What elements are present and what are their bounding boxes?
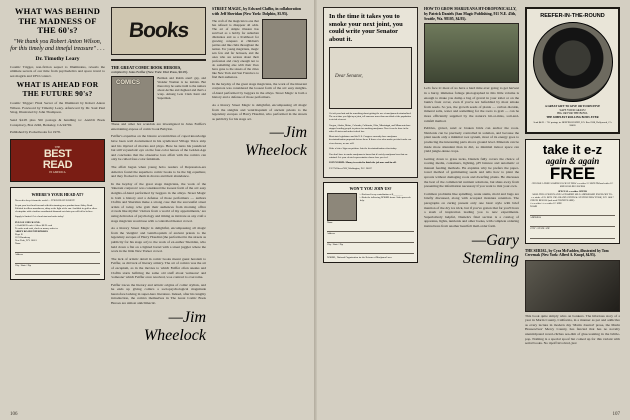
coupon-address-1: ABBEY ROAD ENTERPRISES bbox=[15, 229, 48, 233]
ez-wider-field-name[interactable]: NAME bbox=[530, 205, 538, 209]
norml-form-note: NORML, National Organization for the Reform of Marijuana Laws bbox=[327, 256, 392, 260]
reefer-headline: REEFER-IN-THE-ROUND bbox=[540, 13, 605, 19]
paragraph-publisher: Published by Pocketbooks for 1978. bbox=[10, 130, 61, 135]
byline-leary: Dr. Timothy Leary bbox=[35, 55, 80, 62]
page-gutter bbox=[314, 0, 317, 420]
coupon-option-2: To order send cash, check or money order to: bbox=[15, 226, 59, 230]
serial-book-photo bbox=[525, 260, 620, 312]
review-head-hydroponics: HOW TO GROW MARIJUANA HY-DROPONICALLY, by Patrick Daniels (San Magic Publishing, 911 N.E. 45th, Seattle, Wa. 98105, $4.95). bbox=[424, 7, 517, 21]
paragraph-comics-7: Feiffer traces the literary and artistic origins of comic stylists, and he ends up giving comics a sociopsychological magnitude heretofore lacking in super-hero literature. Indeed, after his lengthy introduction, the comics themselves in The Great Comic Book Heroes are almost anticlimactic. bbox=[111, 282, 206, 306]
norml-coupon[interactable] bbox=[323, 182, 418, 263]
ez-wider-special-head: SPECIAL e-z wider OFFER bbox=[558, 189, 587, 193]
ez-wider-ad[interactable] bbox=[525, 139, 620, 244]
credit-comics: —Jim Wheelock bbox=[143, 308, 206, 344]
coupon-address-2: Dept. B bbox=[15, 232, 23, 236]
reefer-order-info: Send $4.95 + 75¢ postage to: REEFER ROUND, P.O. Box 2268, Hollywood, CA 90028 bbox=[533, 121, 612, 128]
ez-wider-field-address[interactable]: ADDRESS bbox=[530, 216, 541, 220]
ez-wider-note: CHECK BELOW (and send FOUND NAME) bbox=[530, 199, 575, 203]
paragraph-order: Send $4.95 plus 50¢ postage & handling to: And/Or Book Conspiracy, Box 2246, Berkeley, CA 94702. bbox=[10, 118, 105, 127]
review-head-street-magic: STREET MAGIC, by Edward Claflin, in collaboration with Jeff Sheridan (New York: Dolphin, $5.95). bbox=[212, 7, 301, 16]
norml-letter-image bbox=[329, 47, 412, 109]
paragraph-comics-2: Feiffer's expertise on the bizarre eccentricities of caped knowledge have been well documented in his syndicated Village Voice strip and his myriad of movies and plays. Here he turns his jaundiced but still voyeuristic eye on the four-color heroes of the Golden Age and concludes that the obsessive love affair with the comics can only be called four-color fetishism. bbox=[111, 134, 206, 162]
best-read-top: THE bbox=[54, 145, 61, 149]
paragraph-hydro-1: Pebbles, gravel, sand or broken brick can anchor the roots. Nutrients can be precisely controlled in solution, and because the plant needs only a minimal root system, most of its energy goes to producing the interesting parts above ground level. Minerals can be made more abundant than in dirt, so minimal indoor space can yield jungle-dense crops. bbox=[424, 126, 519, 154]
paragraph-hydro-lead: Let's face it: most of us have a hard time ever going to get harvest in a hurry, immense foliage photographed in this little volume is enough to make you dump a bag of gravel in your toilet or on the bunk's front cover, even if you're not befuddled by most smoke from seeds. So yes, the growth seeds of plants — carbon dioxide, mineral salts, water and something for the roots to grab — can be more efficiently supplied by the nature's hit-or-miss, soil-and-rainfall method. bbox=[424, 86, 519, 123]
paragraph-comics-5: As a history Street Magic is delightful, encompassing all magic from the 'sleights' and ventriloquism of ancient priests to the legendary escapes of Harry Houdini (the performed in the streets as publicity for his stage act) to the work of ex-author Sheridan, who held down a flat on a lighted barrel with a street juggler where the work in the little New Yorker crowd. bbox=[111, 226, 206, 254]
paragraph-comics-lead: Batman and Robin aren't gay, and Wonder Woman is no lesbian. But there may be some truth to the rumors about Archie and Jughead and that's a wrap. Among Leia Clark Kent and Superman. bbox=[157, 76, 206, 101]
paragraph-hydro-3: Common problems like spindling, weak stems, mold and bugs are briefly discussed, along with accepted moisture retention. The paragraphs on curing present only one basic style with brief mention of the dry ice trick, but if you've gotten that far you'll have a stash of inspiration leading you to new experiments. Superlatively helpful, Daniels's final section is a catalog of apparatus, lights, nutrients and other books, with complete ordering instructions from another heartfelt mail-order form. bbox=[424, 191, 519, 229]
paragraph-credits: Cosmic Trigger: Final Secret of the Illuminati by Robert Anton Wilson. Foreword by Timothy Leary. Afterword by Dr. Saul Paul Sirag. Illustrated by John Thompson. bbox=[10, 101, 105, 115]
street-magic-photo bbox=[262, 19, 307, 79]
ez-wider-address: e-z wider • P.O. BOX 1785 GRAND CENTRAL STATION NEW YORK, N.Y. 10017 bbox=[531, 195, 614, 199]
best-read-word-2: READ bbox=[42, 159, 73, 172]
norml-copy-1: Get off your butt and do something about getting the use of marijuana decriminalized. The next time you light up a joint, tell someone more than one-third of the population is at risk of arrest. bbox=[329, 112, 412, 122]
norml-headline: In the time it takes you to smoke your next joint, you could write your Senator about it. bbox=[329, 13, 403, 43]
paragraph-comics-6: The lack of artistic detail in comic books meant guest heroism to Feiffer, as did lack of literary artistry. The art of comics was the art of escapism, as in the movies to which Feiffer often sneaks and Claflin starts befitting the same old stuff about 'someone' and 'someone' which Feiffer once resolved, woe contract is overcome. bbox=[111, 256, 206, 280]
paragraph-comics-4: In the heyday of the great stage magicians, the work of the 'itinerant conjurors' was considered the loosest form of the art: easy sleights-of-hand performed by beggars in the alleys. Street Magic is both a history and a defense of those performers — authors Claflin and Sheridan make a strong case that the successful street artists of today, who grab their audiences from morning office crowds like mythic 'visitors from a world of my appointments,' are using delicacies of psychology and timing as intricate as any craft a stage magician would use with a controlled theater crowd. bbox=[111, 181, 206, 223]
norml-form-check-2[interactable]: □ Rush the following NORML items. Sales proceeds help. bbox=[359, 196, 411, 203]
serial-review bbox=[525, 249, 620, 346]
coupon-address-4: New York, N.Y. 10011 bbox=[15, 239, 37, 243]
coupon-city-line[interactable] bbox=[15, 269, 100, 275]
headline-future: WHAT IS AHEAD FOR THE FUTURE 90's? bbox=[16, 80, 99, 98]
wont-you-join-us-headline: WON'T YOU JOIN US? bbox=[349, 186, 392, 192]
reefer-line-3: BIG OR FOR THE BOWL bbox=[557, 112, 588, 116]
review-head-comics-rest: compiled by Jules Feiffer (New York: Dial Press, $6.95). bbox=[111, 70, 189, 74]
coupon-copy-2: So put your best head forward with this stunning new pendant from Abbey Road. Polished in silken smoothness, shiny as the light of the sun. Available in gold or silver electroplate with a fashion coordinated diamond cut chain you will fall to believe. bbox=[15, 204, 98, 214]
right-page bbox=[315, 0, 630, 420]
ez-wider-city-line[interactable] bbox=[530, 233, 615, 239]
abbey-road-ad[interactable] bbox=[10, 187, 105, 280]
paragraph-serial-1: This book quite simply wins on bonkers. The hilarious story of a year in Marin County, California, in a manner as pat and addictive as every lecture in modern day 'Marin Journal' prose, the Marin Housewives' Mercy County, has fancied that has no novelty unanticipated novel-cliches sea-dim of glue-wanting in the brittle-pop. Nothing is a special spoof but coined up for this variant with serial books. No ripoff involved, just bbox=[525, 313, 620, 346]
section-rule bbox=[111, 59, 206, 61]
reefer-line-1: A GREAT GIFT TO GIVE OR TO RECEIVE bbox=[544, 105, 601, 108]
coupon-copy-1: No need to keep it from the world — YOUR HEAD IS BEST! bbox=[15, 199, 75, 203]
ez-wider-free-sub: CHOOSE A FREE SAMPLE PACK OF NEW e-z wider 1½ SIZE DM and wider 1½ SIZE ROLLING PAPERS bbox=[531, 181, 614, 188]
coupon-field-name[interactable]: Name bbox=[15, 242, 21, 246]
coupon-copy-3: Supply is limited. Get a head start and order today! bbox=[15, 215, 64, 219]
books-section-logo bbox=[111, 7, 206, 55]
norml-ad[interactable] bbox=[323, 7, 418, 178]
paragraph-street-magic-a: In the heyday of the great stage magicians, the work of the itinerant conjurors was considered the loosest form of the art: easy sleights-of-hand performed by beggars in the alleys. Street Magic is both a history and a defense of those performers. bbox=[212, 81, 307, 100]
coupon-check-label: PLEASE CHECK ONE: bbox=[15, 220, 41, 224]
marijuana-plant-photo bbox=[424, 23, 519, 83]
left-column-3 bbox=[212, 7, 307, 410]
subhead-quote: "We thank you Robert Anton Wilson, for this timely and timeful treasure" . . . bbox=[10, 38, 105, 52]
norml-city-line[interactable] bbox=[327, 248, 414, 254]
best-read-word-1: BEST bbox=[43, 148, 72, 161]
paragraph-cosmic-trigger: Cosmic Trigger, non-fiction sequel to Illuminatus, reveals the ultimate secrets of our time from psychedelics and space travel to sex magick and UFO contact. bbox=[10, 64, 105, 78]
reefer-line-2: SAVE YOUR GRASS! bbox=[559, 108, 586, 112]
ez-wider-subhead: again & again bbox=[545, 155, 600, 166]
coupon-field-city[interactable]: City / State / Zip bbox=[15, 264, 31, 268]
books-wordmark: Books bbox=[127, 19, 190, 42]
review-head-serial: THE SERIAL, by Cyra McFadden, illustrated by Tom Cervenak (New York: Alfred A. Knopf, $4.95). bbox=[525, 248, 609, 258]
norml-copy-3: Most state legislatures and the U.S. Congress currently have marijuana decriminalization proposals before them. If those of us who smoke pot don't make our views known, no one will. bbox=[329, 135, 412, 145]
coupon-headline: WHERE'S YOUR HEAD AT? bbox=[31, 192, 84, 198]
norml-copy-4: Write a letter. Sign our petition. Join the decriminalization effort today. bbox=[329, 147, 397, 151]
paragraph-street-magic-lead: The craft of the magician is one that has refused to disappear all odds. The art of simple illusion has survived as a hobby for suburban dilettantes and as a livelihood for growing conquers at children's parties and like clubs throughout the nation. For young magicians, magic sets few and far between, and the ones who are serious about their profession and crazy enough not to do something else with their lives have gone to the streets of the cities like New York and San Francisco to find their audiences. bbox=[212, 18, 259, 79]
ez-wider-special-sub: MAIL THIS COUPON AND A STAMPED SELF-ADDRESSED ENVELOPE TO: bbox=[532, 192, 613, 196]
ez-wider-option[interactable]: □ e-z wider □ e-z wider 1½ SIZE bbox=[530, 202, 562, 206]
reefer-product-image bbox=[533, 22, 613, 102]
review-head-comics: THE GREAT COMIC BOOK HEROES, bbox=[111, 65, 182, 70]
norml-form-city[interactable]: City / State / Zip bbox=[327, 243, 343, 247]
right-column-2 bbox=[424, 7, 519, 410]
page-number-left: 106 bbox=[10, 412, 18, 417]
headline-madness: WHAT WAS BEHIND THE MADNESS OF THE 60's? bbox=[14, 6, 101, 35]
norml-copy-2: Oregon, Alaska, Maine, Colorado, California, Ohio, Mississippi, and Minnesota have stopped sending people to prison for smoking marijuana. Now it can be done in the other 42 states and under federal law. bbox=[329, 123, 411, 133]
right-column-3 bbox=[525, 7, 620, 410]
coupon-option-1[interactable]: □ Gold $8.95 each □ Silver $6.95 each bbox=[15, 223, 53, 227]
norml-form-address[interactable]: Address bbox=[327, 232, 335, 236]
best-read-sub: IN AMERICA bbox=[49, 171, 66, 175]
ez-wider-free: FREE bbox=[549, 163, 596, 183]
credit-hydroponics: —Gary Stemling bbox=[463, 231, 519, 267]
reefer-line-4: THE SIMPLEST ROLLING BOWL EVER bbox=[546, 115, 599, 119]
paragraph-comics-3: The affair began when young hobo readers of Depression-era America found the superhero comic books to be the big equalizer, and they flocked to them in droves and their abundance. bbox=[111, 165, 206, 179]
paragraph-street-magic-b: As a history Street Magic is delightful, encompassing all magic from the sleights and ventriloquism of ancient priests to the legendary escapes of Harry Houdini, who performed in the streets as publicity for his stage act. bbox=[212, 102, 307, 121]
coupon-field-address[interactable]: Address bbox=[15, 253, 23, 257]
right-column-1 bbox=[323, 7, 418, 410]
page-number-right: 107 bbox=[612, 412, 620, 417]
comic-cover-image-1: COMICS bbox=[111, 76, 154, 122]
norml-call-to-action: JOIN NORML. Money is needed to finish the job once and for all. bbox=[329, 161, 397, 165]
norml-copy-5: You don't have to smoke marijuana to know that it's safely marijuana laws that are criminal. Let your elected representatives know how you feel. bbox=[329, 152, 408, 159]
paragraph-comics-1: These and other hot scandals are investigated in Jules Feiffer's entertaining expose of comic book Babylon. bbox=[111, 122, 206, 131]
left-column-2 bbox=[111, 7, 206, 410]
paragraph-hydro-2: Getting down to grass tacks, Daniels fully covers the choice of rooting media, containers, lighting, pH balance and automatic or manual feeding methods. He explains why he prefers the paper-towel method of germinating seeds and tells how to plant the sprouts without damaging roots and dwarfing plants. He discusses the best of the commercial nutrient solutions, but shies away from presenting the information necessary if you want to mix your own. bbox=[424, 156, 519, 189]
norml-form-name[interactable]: Name bbox=[327, 221, 333, 225]
best-read-ad[interactable] bbox=[10, 139, 105, 182]
norml-product-image bbox=[327, 193, 357, 221]
ez-wider-headline: take it e-z bbox=[542, 141, 603, 157]
coupon-address-3: 1123 Broadway bbox=[15, 235, 31, 239]
ez-wider-field-city[interactable]: CITY / STATE / ZIP bbox=[530, 227, 550, 231]
norml-letter-salutation: Dear Senator, bbox=[335, 74, 363, 79]
norml-address: 2317 M Street NW, Washington, D.C. 20037 bbox=[329, 166, 372, 170]
credit-street-magic: —Jim Wheelock bbox=[244, 124, 307, 160]
norml-form-check-1[interactable]: □ Enclosed is my contribution of $________ bbox=[359, 193, 403, 197]
reefer-in-the-round-ad[interactable] bbox=[525, 7, 620, 134]
left-column-1 bbox=[10, 7, 105, 410]
